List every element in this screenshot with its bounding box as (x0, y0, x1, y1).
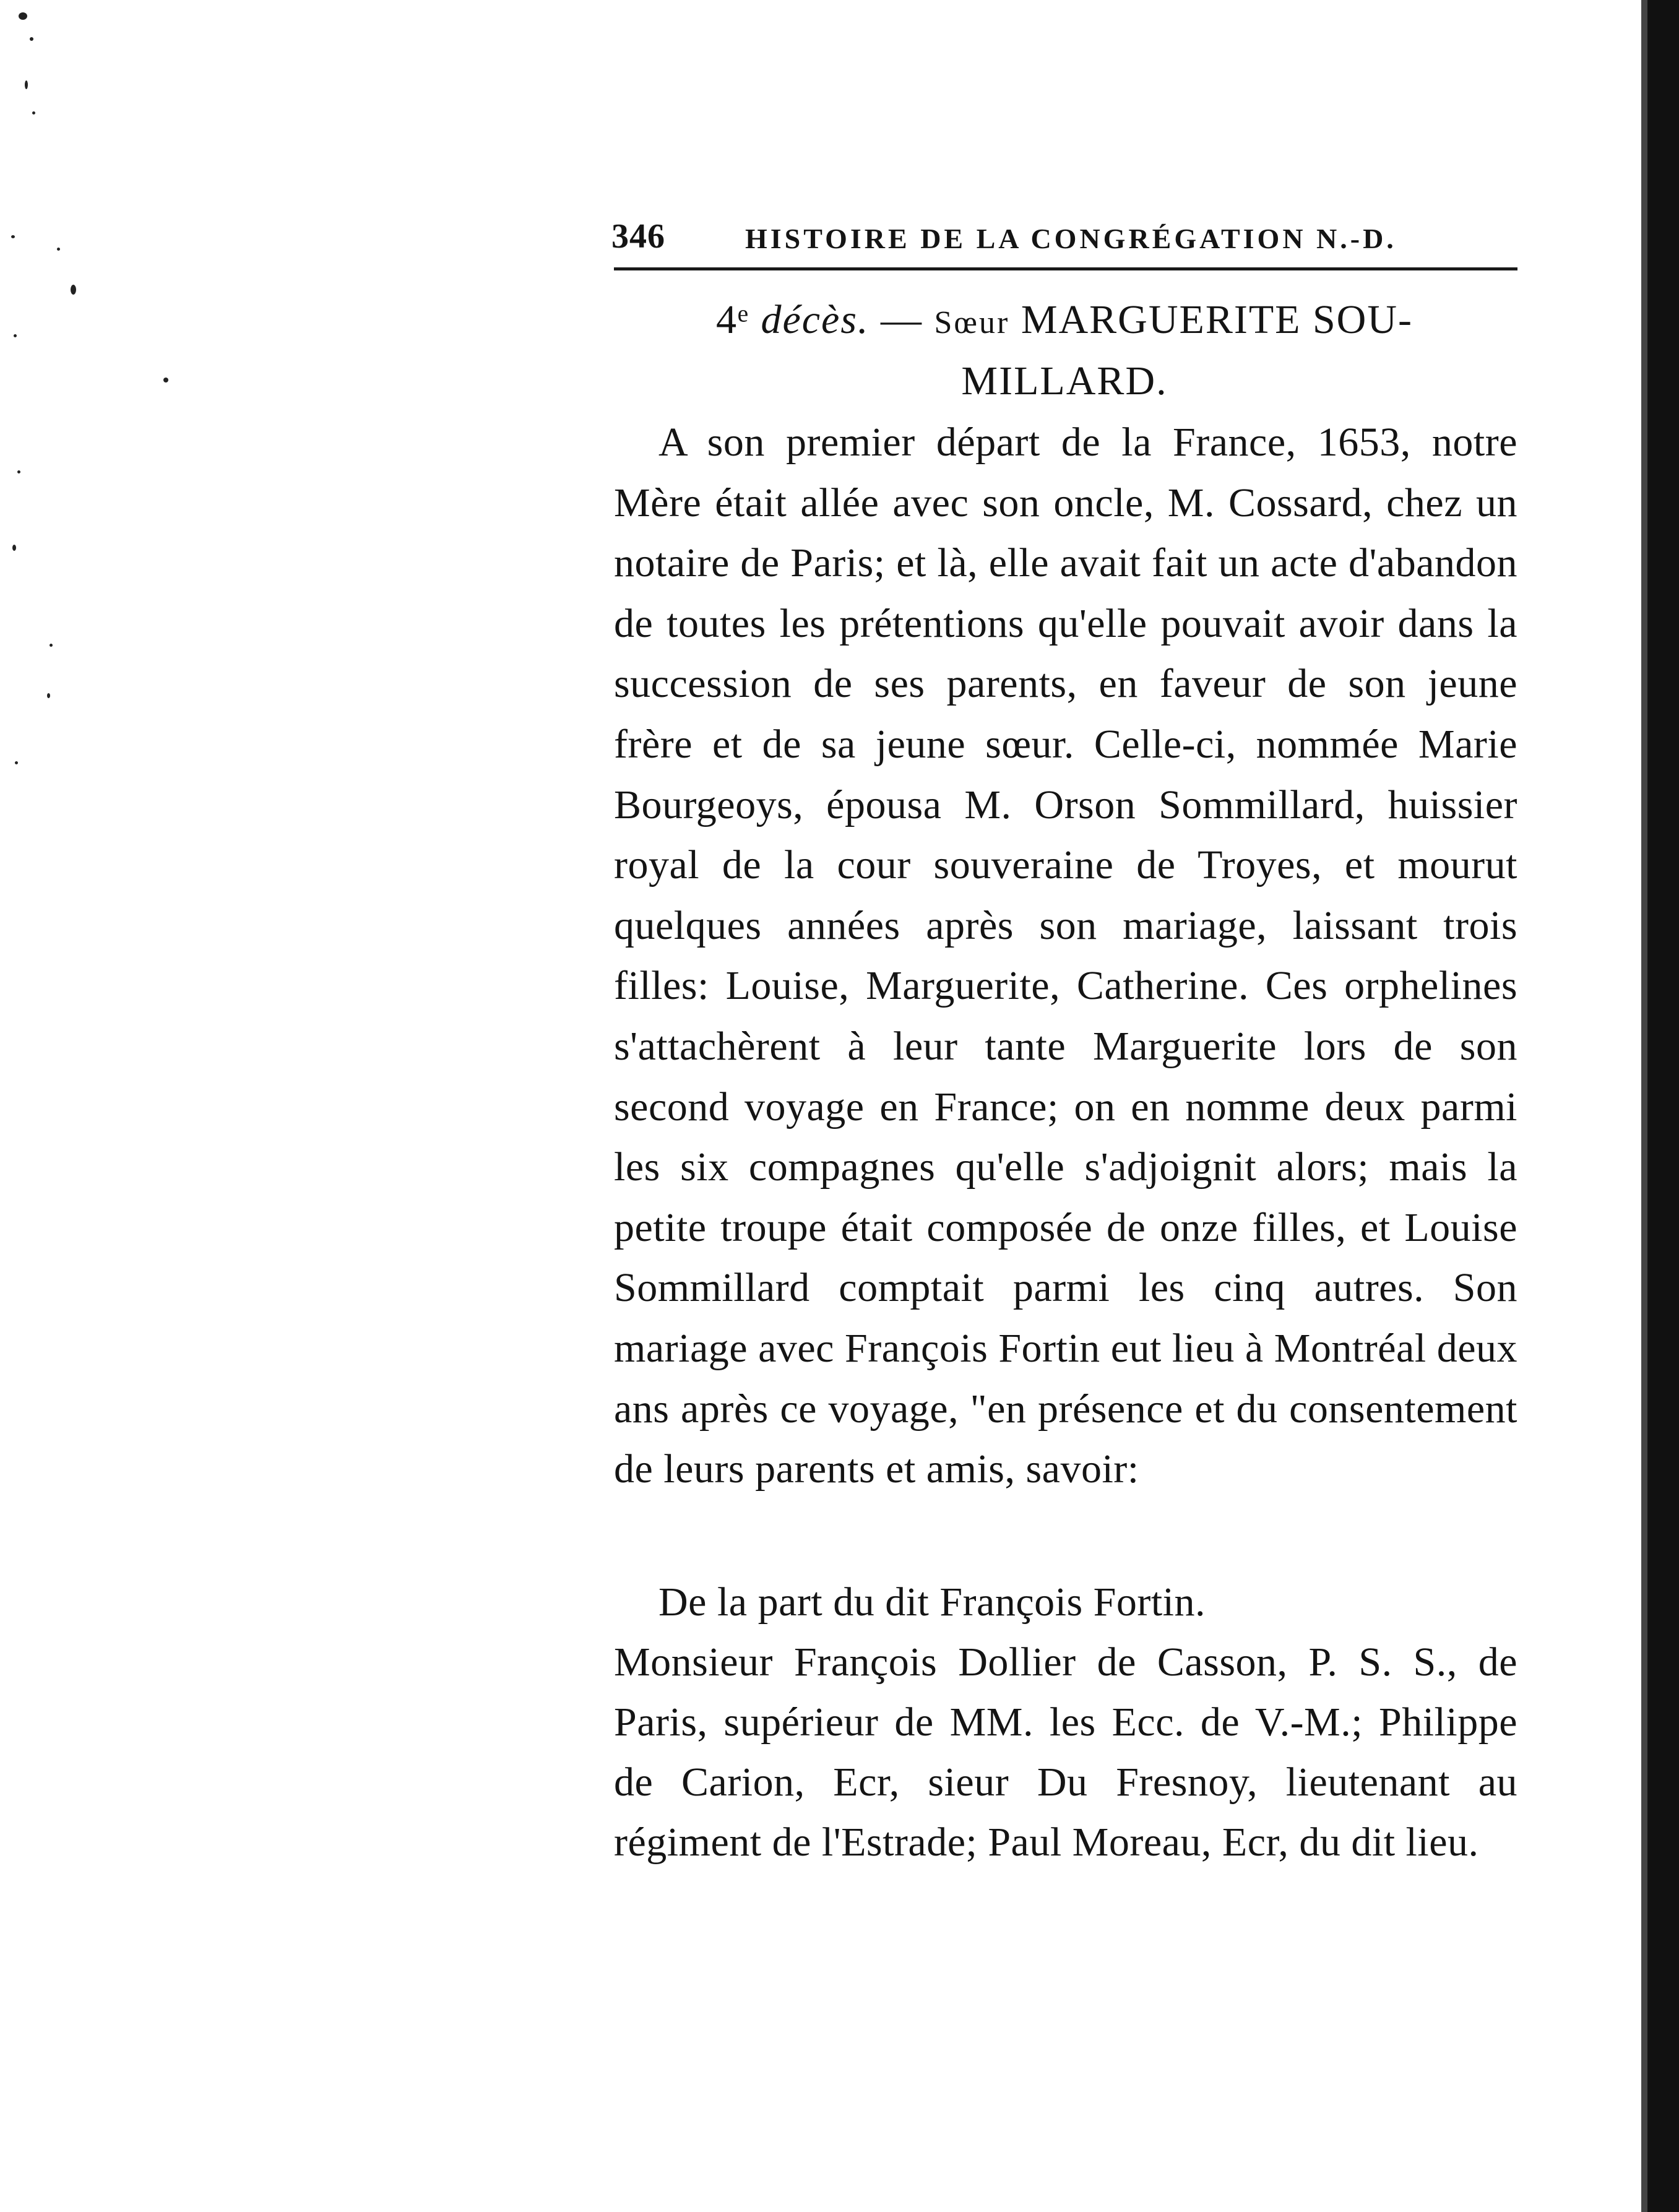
section-heading (613, 291, 1516, 410)
page-number: 346 (611, 217, 665, 256)
running-header (611, 218, 1517, 255)
header-rule (614, 267, 1517, 270)
heading-dash: — (869, 297, 934, 342)
body-text (614, 412, 1517, 1500)
heading-soeur: Sœur (934, 305, 1010, 340)
running-title: HISTOIRE DE LA CONGRÉGATION N.-D. (745, 223, 1397, 254)
witness-intro: De la part du dit François Fortin. (658, 1579, 1206, 1625)
heading-name-line1: MARGUERITE SOU- (1021, 297, 1413, 342)
heading-ordinal: 4ᵉ (716, 297, 749, 342)
scan-page-edge (1641, 0, 1679, 2212)
witness-list (614, 1572, 1517, 1872)
paragraph-1: A son premier départ de la France, 1653, notre Mère était allée avec son oncle, M. Cossard, chez un notaire de Paris; et là, elle avait fait un acte d'abandon de toutes les prétentions qu'elle pouvait avoir dans la succession de ses parents, en faveur de son jeune frère et de sa jeune sœur. Celle-ci, nommée Marie Bourgeoys, épousa M. Orson Sommillard, huissier royal de la cour souveraine de Troyes, et mourut quelques années après son mariage, laissant trois filles: Louise, Marguerite, Catherine. Ces orphelines s'attachèrent à leur tante Marguerite lors de son second voyage en France; on en nomme deux parmi les six compagnes qu'elle s'adjoignit alors; mais la petite troupe était composée de onze filles, et Louise Sommillard comptait parmi les cinq autres. Son mariage avec François Fortin eut lieu à Montréal deux ans après ce voyage, "en présence et du consentement de leurs parents et amis, savoir: (614, 420, 1517, 1492)
heading-deces: décès. (761, 297, 870, 342)
heading-name-line2: MILLARD. (961, 358, 1168, 404)
witness-names: Monsieur François Dollier de Casson, P. S. S., de Paris, supérieur de MM. les Ecc. de V.-M.; Philippe de Carion, Ecr, sieur Du Fresnoy, lieutenant au régiment de l'Estrade; Paul Moreau, Ecr, du dit lieu. (614, 1640, 1517, 1865)
